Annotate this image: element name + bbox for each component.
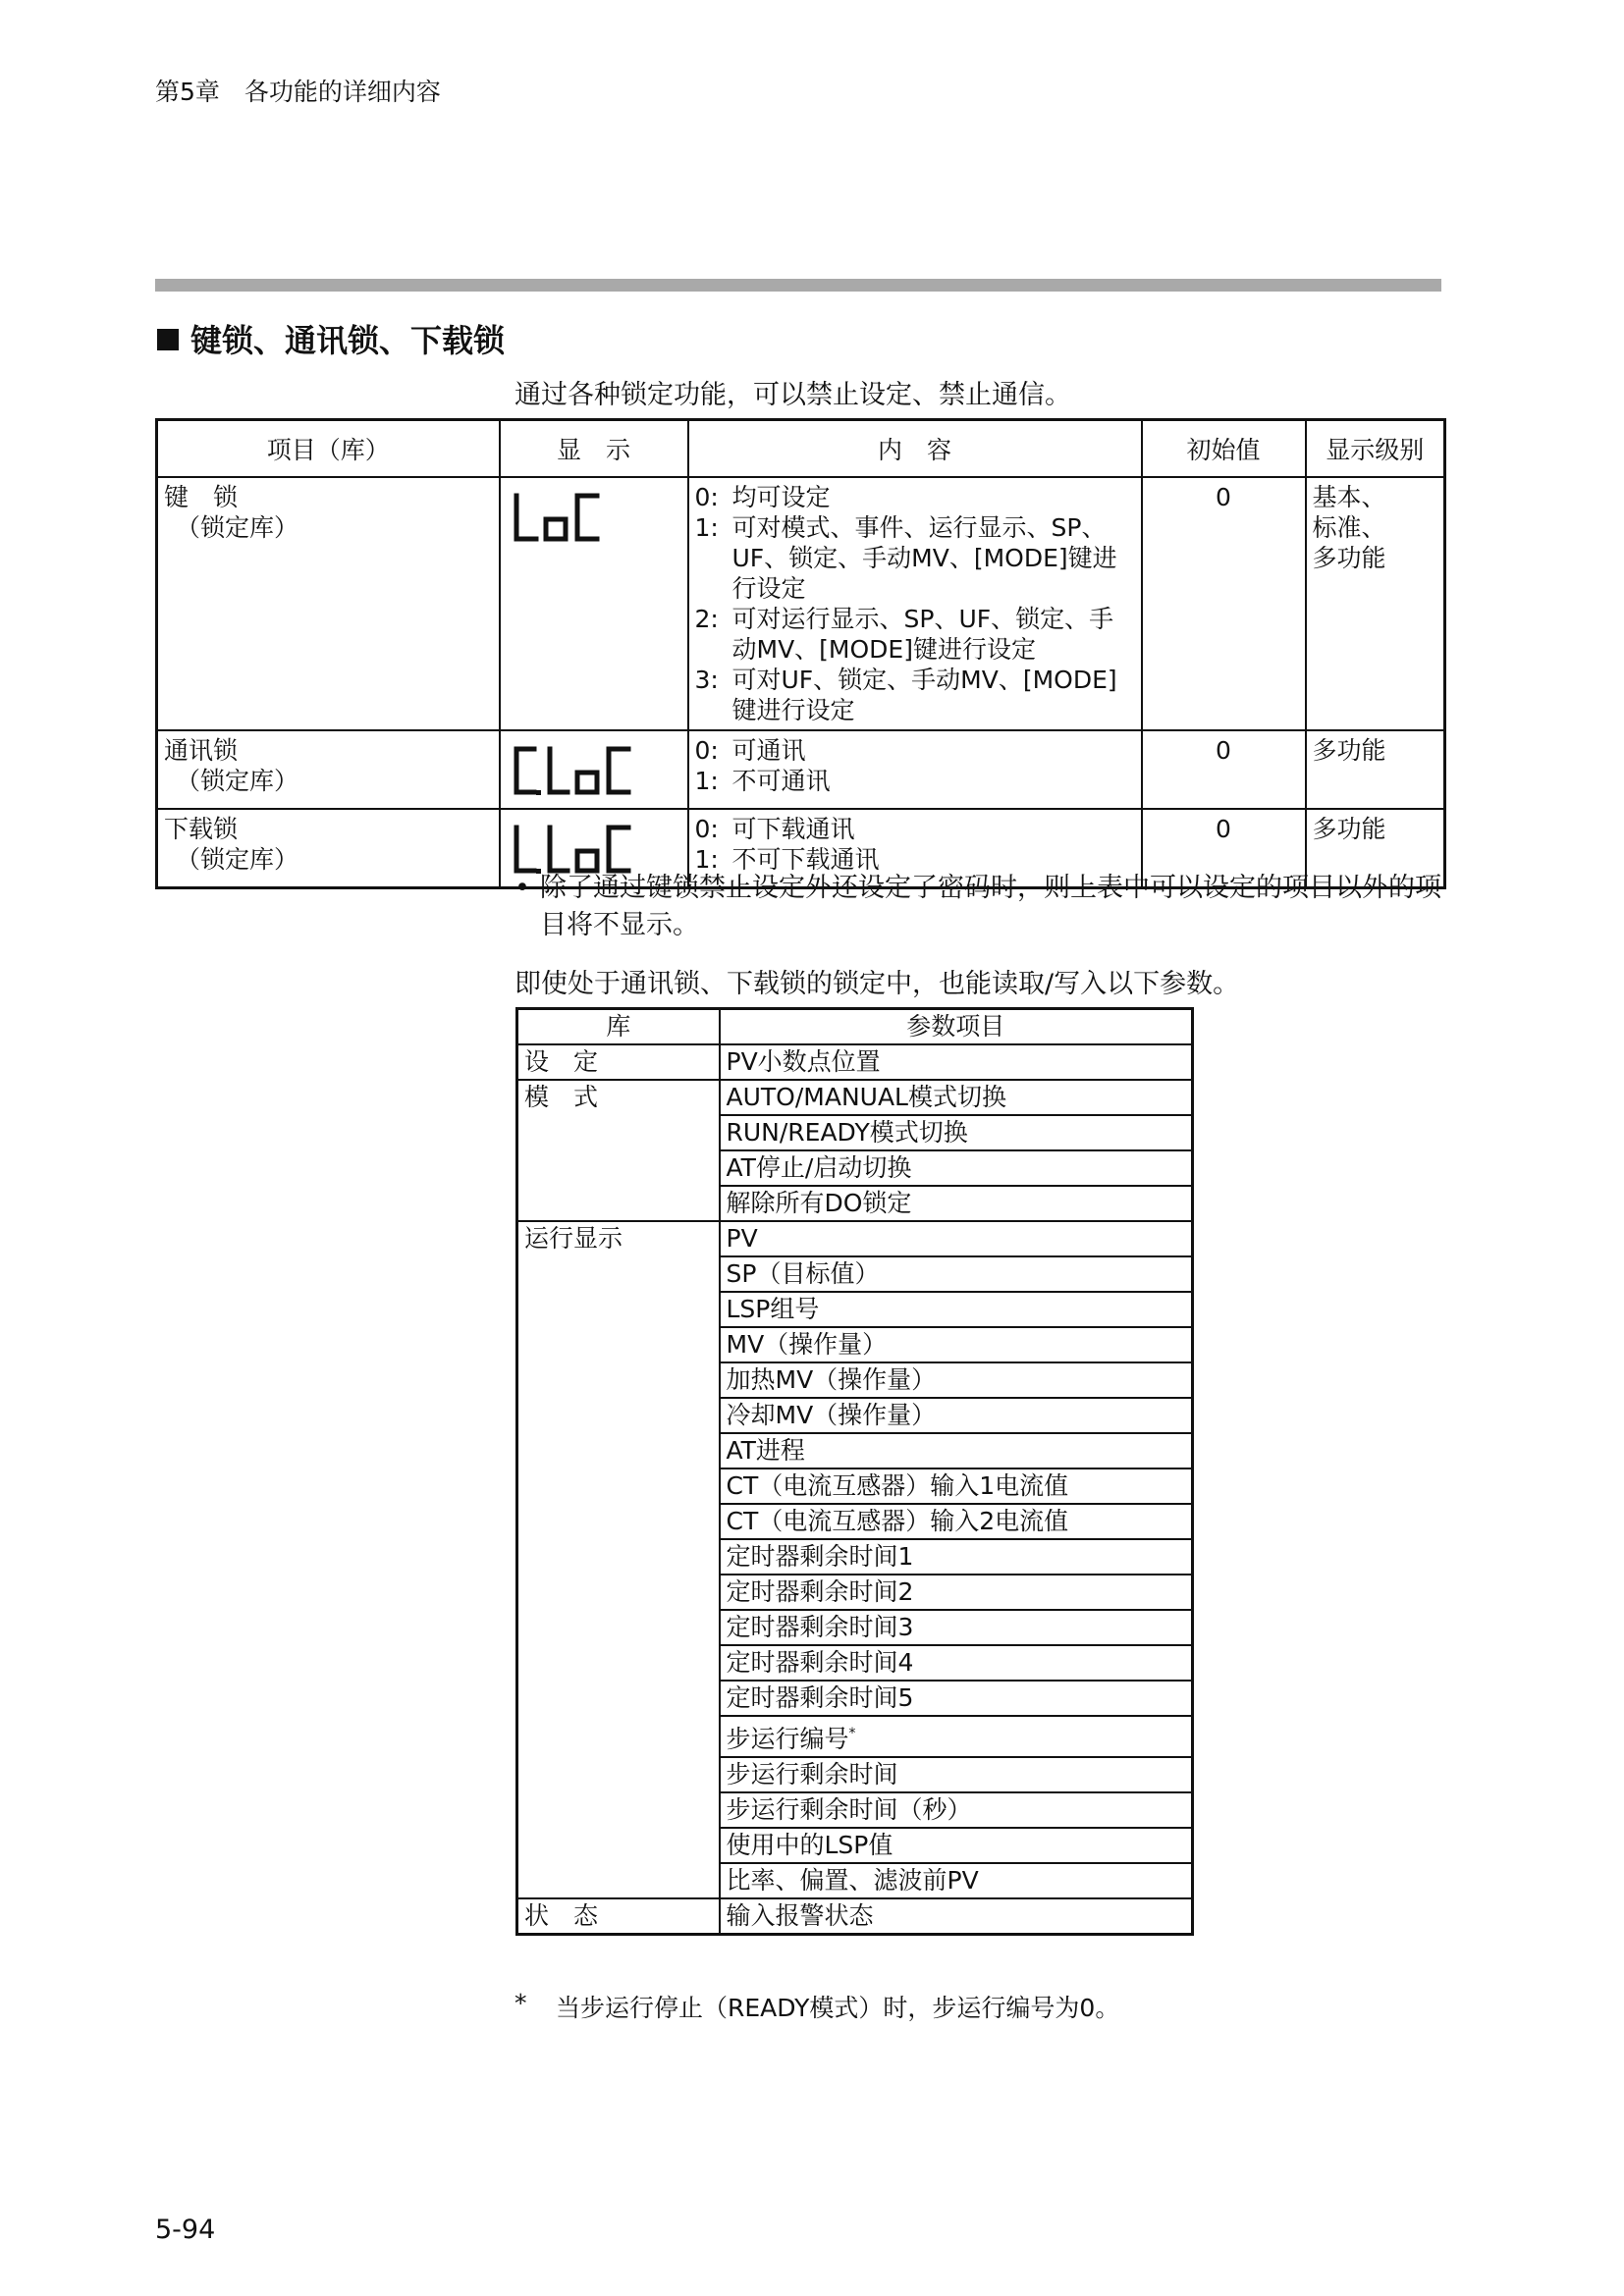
param-item-cell: 解除所有DO锁定 bbox=[720, 1186, 1193, 1221]
library-cell bbox=[517, 1150, 720, 1186]
param-table-header bbox=[517, 1009, 1193, 1045]
password-note bbox=[514, 870, 1457, 944]
param-item-cell: 冷却MV（操作量） bbox=[720, 1398, 1193, 1433]
library-cell bbox=[517, 1757, 720, 1792]
item-name: 通讯锁 bbox=[164, 736, 239, 765]
library-cell bbox=[517, 1468, 720, 1504]
level-line: 多功能 bbox=[1312, 736, 1386, 765]
content-cell bbox=[688, 477, 1142, 730]
param-row bbox=[517, 1150, 1193, 1186]
library-cell: 运行显示 bbox=[517, 1221, 720, 1256]
initial-cell: 0 bbox=[1142, 809, 1306, 888]
section-title-text: 键锁、通讯锁、下载锁 bbox=[190, 322, 506, 359]
param-row bbox=[517, 1504, 1193, 1539]
level-cell bbox=[1306, 477, 1445, 730]
param-item-cell: AT停止/启动切换 bbox=[720, 1150, 1193, 1186]
param-row bbox=[517, 1186, 1193, 1221]
header-item: 项目（库） bbox=[157, 420, 500, 478]
library-cell bbox=[517, 1504, 720, 1539]
param-item-cell: PV bbox=[720, 1221, 1193, 1256]
display-cell bbox=[500, 477, 688, 730]
param-table bbox=[515, 1007, 1194, 1936]
level-line: 基本、 bbox=[1312, 483, 1386, 511]
param-row bbox=[517, 1828, 1193, 1863]
param-row bbox=[517, 1645, 1193, 1681]
content-cell bbox=[688, 730, 1142, 809]
header-display: 显 示 bbox=[500, 420, 688, 478]
library-cell bbox=[517, 1610, 720, 1645]
param-item-cell: 比率、偏置、滤波前PV bbox=[720, 1863, 1193, 1898]
item-name: 下载锁 bbox=[164, 815, 239, 843]
item-library: （锁定库） bbox=[176, 845, 299, 874]
header-param: 参数项目 bbox=[720, 1009, 1193, 1045]
library-cell bbox=[517, 1362, 720, 1398]
library-cell bbox=[517, 1186, 720, 1221]
display-cell bbox=[500, 730, 688, 809]
param-row bbox=[517, 1362, 1193, 1398]
option-3: 3: 可对UF、锁定、手动MV、[MODE]键进行设定 bbox=[694, 666, 1117, 724]
library-cell bbox=[517, 1398, 720, 1433]
param-item-cell: 输入报警状态 bbox=[720, 1898, 1193, 1935]
param-item-cell: 定时器剩余时间2 bbox=[720, 1575, 1193, 1610]
param-item-cell: 使用中的LSP值 bbox=[720, 1828, 1193, 1863]
item-library: （锁定库） bbox=[176, 513, 299, 542]
bullet: • bbox=[514, 873, 530, 903]
library-cell bbox=[517, 1575, 720, 1610]
password-note-text: 除了通过键锁禁止设定外还设定了密码时，则上表中可以设定的项目以外的项目将不显示。 bbox=[540, 873, 1441, 940]
param-item-cell: 定时器剩余时间4 bbox=[720, 1645, 1193, 1681]
item-cell bbox=[157, 477, 500, 730]
level-cell bbox=[1306, 730, 1445, 809]
param-item-cell: 定时器剩余时间5 bbox=[720, 1681, 1193, 1716]
param-item-cell: AUTO/MANUAL模式切换 bbox=[720, 1080, 1193, 1115]
param-item-cell: LSP组号 bbox=[720, 1292, 1193, 1327]
param-item-cell: RUN/READY模式切换 bbox=[720, 1115, 1193, 1150]
chapter-header: 第5章 各功能的详细内容 bbox=[155, 78, 441, 106]
library-cell: 状 态 bbox=[517, 1898, 720, 1935]
level-line: 多功能 bbox=[1312, 815, 1386, 843]
param-row bbox=[517, 1792, 1193, 1828]
param-item-cell: SP（目标值） bbox=[720, 1256, 1193, 1292]
param-item-cell: 加热MV（操作量） bbox=[720, 1362, 1193, 1398]
option-1: 1: 可对模式、事件、运行显示、SP、UF、锁定、手动MV、[MODE]键进行设定 bbox=[694, 513, 1117, 603]
section-intro: 通过各种锁定功能，可以禁止设定、禁止通信。 bbox=[514, 380, 1071, 410]
square-bullet-icon bbox=[157, 329, 179, 350]
library-cell bbox=[517, 1828, 720, 1863]
param-row bbox=[517, 1575, 1193, 1610]
library-cell: 设 定 bbox=[517, 1044, 720, 1080]
level-line: 标准、 bbox=[1312, 513, 1386, 542]
param-row bbox=[517, 1256, 1193, 1292]
param-item-cell: CT（电流互感器）输入2电流值 bbox=[720, 1504, 1193, 1539]
section-rule bbox=[155, 279, 1441, 292]
param-row bbox=[517, 1468, 1193, 1504]
library-cell bbox=[517, 1539, 720, 1575]
option-2: 2: 可对运行显示、SP、UF、锁定、手动MV、[MODE]键进行设定 bbox=[694, 605, 1114, 664]
param-item-cell: CT（电流互感器）输入1电流值 bbox=[720, 1468, 1193, 1504]
header-content: 内 容 bbox=[688, 420, 1142, 478]
param-row bbox=[517, 1757, 1193, 1792]
library-cell: 模 式 bbox=[517, 1080, 720, 1115]
param-row bbox=[517, 1681, 1193, 1716]
level-line: 多功能 bbox=[1312, 544, 1386, 572]
param-row bbox=[517, 1292, 1193, 1327]
option-0: 0: 可下载通讯 bbox=[694, 815, 855, 843]
lock-table bbox=[155, 418, 1446, 889]
library-cell bbox=[517, 1645, 720, 1681]
library-cell bbox=[517, 1681, 720, 1716]
param-row bbox=[517, 1115, 1193, 1150]
library-cell bbox=[517, 1792, 720, 1828]
initial-cell: 0 bbox=[1142, 730, 1306, 809]
library-cell bbox=[517, 1256, 720, 1292]
item-cell bbox=[157, 809, 500, 888]
param-table-body bbox=[517, 1044, 1193, 1935]
page-number: 5-94 bbox=[155, 2215, 216, 2245]
option-1: 1: 不可通讯 bbox=[694, 767, 831, 795]
lock-row-key bbox=[157, 477, 1445, 730]
param-row bbox=[517, 1327, 1193, 1362]
footnote-mark: * bbox=[514, 1989, 527, 2017]
initial-cell: 0 bbox=[1142, 477, 1306, 730]
param-item-cell: PV小数点位置 bbox=[720, 1044, 1193, 1080]
param-item-cell: 定时器剩余时间1 bbox=[720, 1539, 1193, 1575]
param-row bbox=[517, 1716, 1193, 1757]
readable-note: 即使处于通讯锁、下载锁的锁定中，也能读取/写入以下参数。 bbox=[514, 969, 1240, 999]
library-cell bbox=[517, 1327, 720, 1362]
lock-table-header bbox=[157, 420, 1445, 478]
param-item-cell: 定时器剩余时间3 bbox=[720, 1610, 1193, 1645]
param-item-cell: 步运行剩余时间（秒） bbox=[720, 1792, 1193, 1828]
param-row bbox=[517, 1433, 1193, 1468]
param-row bbox=[517, 1898, 1193, 1935]
param-item-cell: 步运行编号* bbox=[720, 1716, 1193, 1757]
param-row bbox=[517, 1398, 1193, 1433]
header-library: 库 bbox=[517, 1009, 720, 1045]
library-cell bbox=[517, 1716, 720, 1757]
param-item-cell: MV（操作量） bbox=[720, 1327, 1193, 1362]
library-cell bbox=[517, 1115, 720, 1150]
param-item-cell: 步运行剩余时间 bbox=[720, 1757, 1193, 1792]
library-cell bbox=[517, 1433, 720, 1468]
footnote-ref: * bbox=[848, 1726, 856, 1741]
library-cell bbox=[517, 1292, 720, 1327]
param-row bbox=[517, 1539, 1193, 1575]
footnote-text: 当步运行停止（READY模式）时，步运行编号为0。 bbox=[556, 1994, 1120, 2022]
library-cell bbox=[517, 1863, 720, 1898]
item-cell bbox=[157, 730, 500, 809]
param-row bbox=[517, 1080, 1193, 1115]
option-1: 1: 不可下载通讯 bbox=[694, 845, 880, 874]
item-library: （锁定库） bbox=[176, 767, 299, 795]
seg-display-cloc bbox=[511, 745, 638, 800]
param-row bbox=[517, 1610, 1193, 1645]
param-row bbox=[517, 1863, 1193, 1898]
item-name: 键 锁 bbox=[164, 483, 239, 511]
footnote bbox=[514, 1989, 1119, 2024]
option-0: 0: 可通讯 bbox=[694, 736, 806, 765]
seg-display-loc bbox=[511, 492, 605, 543]
header-initial: 初始值 bbox=[1142, 420, 1306, 478]
lock-row-comm bbox=[157, 730, 1445, 809]
option-0: 0: 均可设定 bbox=[694, 483, 831, 511]
section-title bbox=[157, 316, 505, 361]
param-row bbox=[517, 1044, 1193, 1080]
param-item-cell: AT进程 bbox=[720, 1433, 1193, 1468]
param-row bbox=[517, 1221, 1193, 1256]
header-level: 显示级别 bbox=[1306, 420, 1445, 478]
